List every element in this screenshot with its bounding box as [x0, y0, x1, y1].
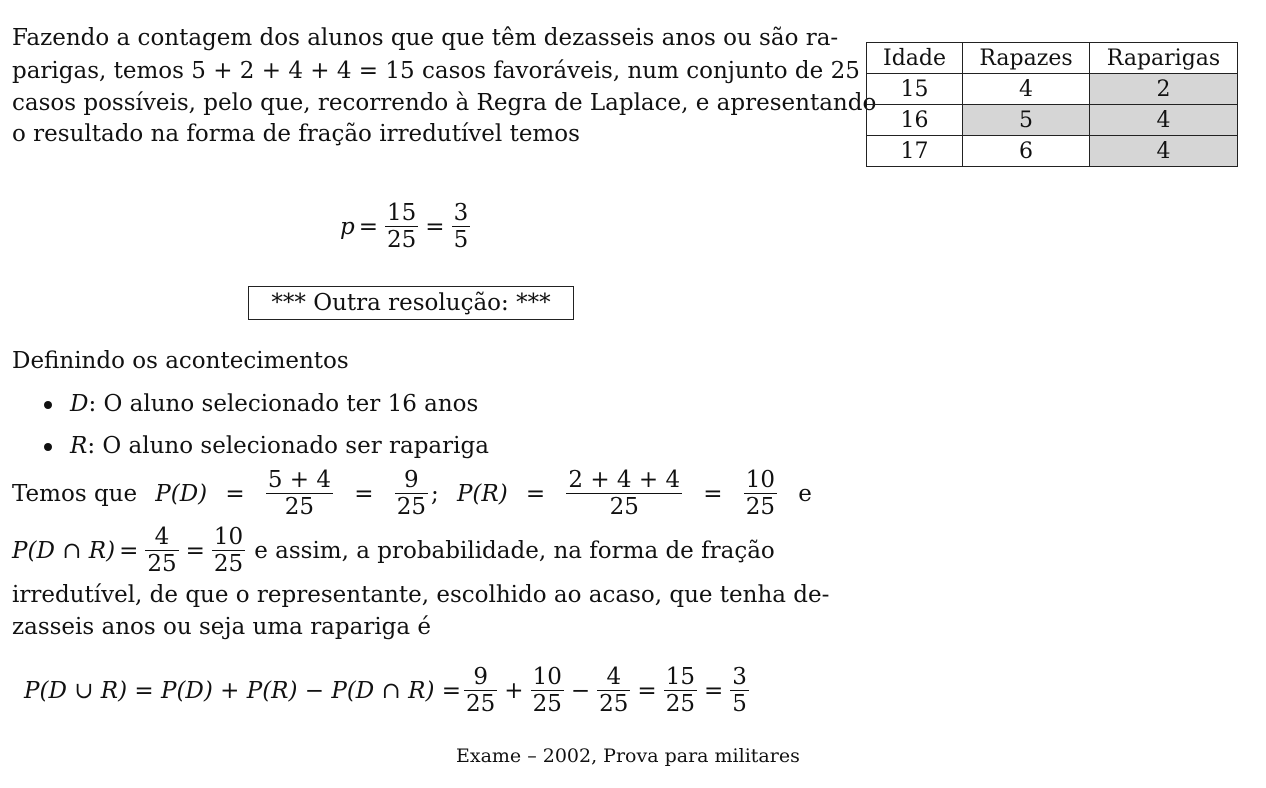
denominator: 25 — [665, 691, 695, 717]
text-fragment: e assim, a probabilidade, na forma de fração — [254, 537, 775, 564]
fraction — [464, 664, 497, 717]
numerator: 4 — [597, 664, 630, 691]
numerator: 3 — [732, 664, 747, 690]
other-resolution-box: *** Outra resolução: *** — [248, 286, 574, 320]
fraction — [212, 524, 245, 577]
event-symbol: R — [70, 433, 88, 459]
bullet-icon — [44, 443, 52, 451]
numerator: 10 — [745, 467, 776, 493]
numerator: 15 — [665, 664, 695, 690]
denominator: 25 — [532, 691, 562, 717]
fraction — [664, 664, 697, 717]
table-header-cell: Rapazes — [963, 43, 1090, 74]
operator: = — [637, 677, 657, 704]
numerator: 5 + 4 — [267, 467, 332, 493]
table-cell: 17 — [867, 136, 963, 167]
event-description: : O aluno selecionado ser rapariga — [87, 433, 489, 459]
table-cell-highlighted: 2 — [1090, 74, 1238, 105]
probability-equation — [340, 200, 473, 253]
table-header-row — [867, 43, 1238, 74]
numerator: 15 — [387, 200, 417, 226]
denominator: 25 — [609, 494, 639, 520]
denominator: 25 — [284, 494, 315, 520]
union-probability-equation — [24, 664, 752, 717]
numerator: 2 + 4 + 4 — [568, 467, 681, 493]
union-lhs: P(D ∪ R) = P(D) + P(R) − P(D ∩ R) = — [24, 677, 462, 704]
fraction — [730, 664, 749, 717]
denominator: 25 — [147, 551, 177, 577]
table-cell: 15 — [867, 74, 963, 105]
text-fragment: Temos que — [12, 480, 138, 507]
fraction — [744, 467, 777, 520]
math-pr: P(R) — [456, 480, 508, 507]
list-item — [44, 388, 478, 420]
table-row — [867, 136, 1238, 167]
denominator: 5 — [732, 691, 747, 717]
numerator: 4 — [145, 524, 178, 551]
numerator: 3 — [453, 200, 469, 226]
denominator: 25 — [599, 691, 629, 717]
table-cell-highlighted: 4 — [1090, 136, 1238, 167]
fraction — [385, 200, 418, 253]
paragraph-line: casos possíveis, pelo que, recorrendo à Regra de Laplace, e apresentando — [12, 90, 877, 116]
fraction — [566, 467, 682, 520]
table-cell-highlighted: 4 — [1090, 105, 1238, 136]
table-cell: 6 — [963, 136, 1090, 167]
exam-source-footer: Exame – 2002, Prova para militares — [456, 745, 800, 767]
numerator: 9 — [395, 467, 428, 494]
fraction — [145, 524, 178, 577]
equals-sign: = — [703, 480, 723, 507]
operator: + — [504, 677, 524, 704]
table-cell-highlighted: 5 — [963, 105, 1090, 136]
fraction — [395, 467, 428, 520]
operator: = — [703, 677, 724, 704]
event-description: : O aluno selecionado ter 16 anos — [88, 391, 479, 417]
probability-line-1 — [12, 467, 812, 520]
semicolon: ; — [431, 480, 439, 507]
equals-sign: = — [425, 213, 445, 240]
paragraph-line: zasseis anos ou seja uma rapariga é — [12, 614, 432, 640]
fraction — [597, 664, 630, 717]
list-item — [44, 430, 489, 462]
denominator: 25 — [745, 494, 776, 520]
paragraph-line: Fazendo a contagem dos alunos que que têm dezasseis anos ou são ra- — [12, 25, 839, 51]
operator: − — [570, 677, 591, 704]
numerator: 10 — [213, 524, 244, 550]
paragraph-line — [12, 55, 860, 87]
sum-expression: 5 + 2 + 4 + 4 = 15 — [191, 58, 415, 84]
probability-line-2 — [12, 524, 775, 577]
table-cell: 4 — [963, 74, 1090, 105]
paragraph-line: irredutível, de que o representante, escolhido ao acaso, que tenha de- — [12, 582, 830, 608]
numerator: 10 — [532, 664, 562, 690]
denominator: 25 — [213, 551, 244, 577]
equals-sign: = — [225, 480, 245, 507]
defining-events-text: Definindo os acontecimentos — [12, 348, 349, 374]
denominator: 5 — [453, 227, 469, 253]
paragraph-line: o resultado na forma de fração irredutível temos — [12, 121, 580, 147]
numerator: 9 — [464, 664, 497, 691]
table-cell: 16 — [867, 105, 963, 136]
bullet-icon — [44, 401, 52, 409]
equals-sign: = — [525, 480, 546, 507]
age-gender-table — [866, 42, 1238, 167]
table-header-cell: Raparigas — [1090, 43, 1238, 74]
equals-sign: = — [119, 537, 139, 564]
denominator: 25 — [387, 227, 417, 253]
fraction — [452, 200, 471, 253]
equals-sign: = — [358, 213, 379, 240]
text-fragment: parigas, temos — [12, 58, 184, 84]
fraction-group — [392, 467, 439, 520]
text-fragment: e — [798, 480, 812, 507]
table-row — [867, 105, 1238, 136]
fraction — [531, 664, 564, 717]
fraction — [266, 467, 333, 520]
event-symbol: D — [70, 391, 89, 417]
equals-sign: = — [185, 537, 205, 564]
denominator: 25 — [396, 494, 426, 520]
text-fragment: casos favoráveis, num conjunto de 25 — [421, 58, 860, 84]
math-pd: P(D) — [155, 480, 208, 507]
denominator: 25 — [466, 691, 496, 717]
math-pdr: P(D ∩ R) — [12, 537, 116, 564]
variable-p: p — [340, 213, 355, 240]
table-header-cell: Idade — [867, 43, 963, 74]
table-row — [867, 74, 1238, 105]
equals-sign: = — [354, 480, 374, 507]
